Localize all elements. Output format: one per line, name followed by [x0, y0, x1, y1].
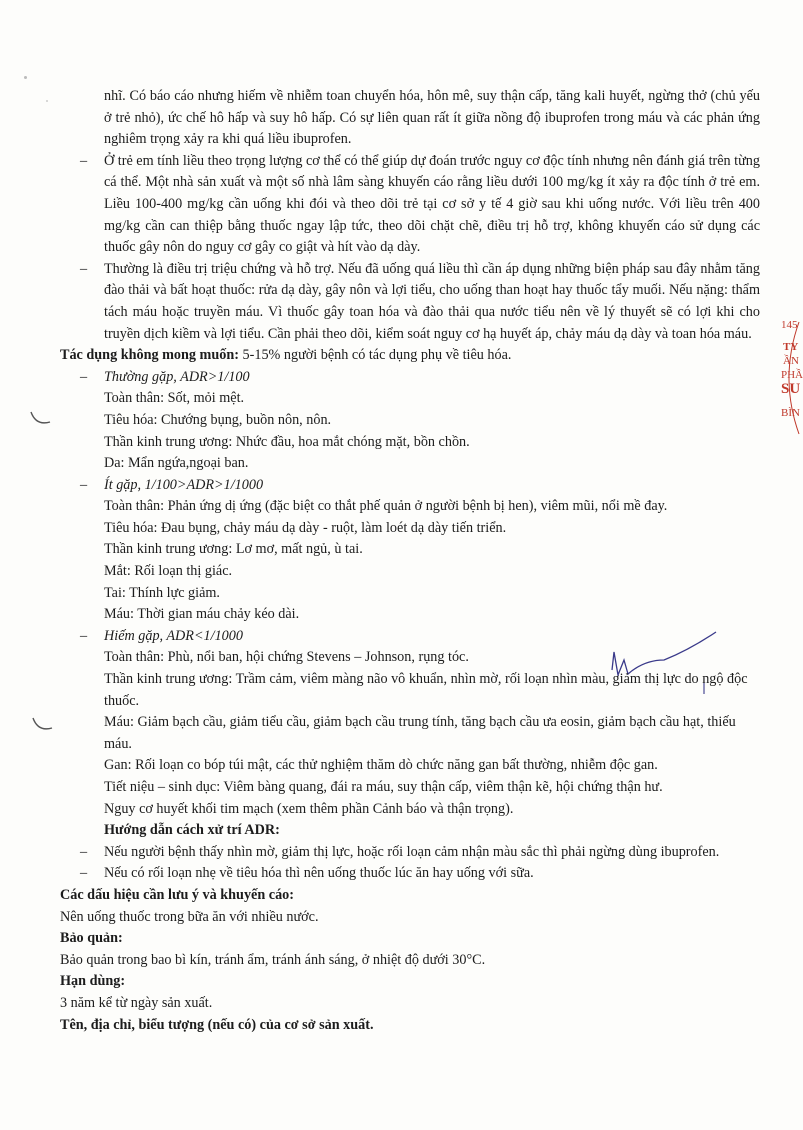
dash-marker: – — [80, 152, 88, 169]
stamp-text: 145 — [781, 319, 798, 331]
section-heading: Tác dụng không mong muốn: — [60, 347, 239, 364]
section-text: Nên uống thuốc trong bữa ăn với nhiều nước. — [60, 908, 319, 925]
stamp-text: SU — [781, 381, 801, 397]
adr-item: Mắt: Rối loạn thị giác. — [104, 563, 233, 580]
frequency-heading — [60, 626, 760, 648]
company-stamp — [773, 318, 803, 420]
frequency-title: Thường gặp, ADR>1/100 — [104, 368, 250, 385]
dash-marker: – — [80, 843, 88, 860]
section-text: Bảo quản trong bao bì kín, tránh ẩm, tránh ánh sáng, ở nhiệt độ dưới 30°C. — [60, 951, 486, 968]
scan-dot — [24, 76, 27, 79]
guide-heading: Hướng dẫn cách xử trí ADR: — [104, 822, 280, 839]
adr-item: Máu: Thời gian máu chảy kéo dài. — [104, 606, 300, 623]
bullet-text: Nếu có rối loạn nhẹ về tiêu hóa thì nên uống thuốc lúc ăn hay uống với sữa. — [104, 865, 534, 882]
frequency-heading — [60, 367, 760, 389]
frequency-title: Ít gặp, 1/100>ADR>1/1000 — [104, 476, 264, 493]
section-heading: Hạn dùng: — [60, 973, 126, 990]
stamp-text: TY — [783, 341, 799, 353]
list-item — [60, 259, 760, 345]
adr-item: Tiêu hóa: Chướng bụng, buồn nôn, nôn. — [104, 411, 332, 428]
stamp-arc — [773, 318, 803, 438]
adr-item: Gan: Rối loạn co bóp túi mật, các thử nghiệm thăm dò chức năng gan bất thường, nhiễm độc gan. — [104, 757, 658, 774]
list-item — [60, 151, 760, 259]
dash-marker: – — [80, 260, 88, 277]
frequency-heading — [60, 475, 760, 497]
dash-marker: – — [80, 865, 88, 882]
frequency-title: Hiếm gặp, ADR<1/1000 — [104, 627, 243, 644]
section-heading: Bảo quản: — [60, 930, 123, 947]
stamp-text: ẦN — [783, 355, 799, 367]
section-text: 3 năm kể từ ngày sản xuất. — [60, 994, 213, 1011]
dash-marker: – — [80, 627, 88, 644]
adr-item: Toàn thân: Sốt, mỏi mệt. — [104, 390, 245, 407]
dash-marker: – — [80, 368, 88, 385]
adr-item: Nguy cơ huyết khối tim mạch (xem thêm phần Cảnh báo và thận trọng). — [104, 800, 514, 817]
stamp-text: BÌN — [781, 407, 800, 419]
document-body — [60, 86, 760, 1036]
adr-item: Máu: Giảm bạch cầu, giảm tiểu cầu, giảm bạch cầu trung tính, tăng bạch cầu ưa eosin, giảm bạch cầu hạt, thiếu máu. — [104, 714, 736, 752]
bullet-text: Thường là điều trị triệu chứng và hỗ trợ. Nếu đã uống quá liều thì cần áp dụng những biện pháp sau đây nhằm tăng đào thải và bất hoạt thuốc: rửa dạ dày, gây nôn và lợi tiểu, cho uống than hoạt hay thuốc tẩy muối. Nếu nặng: thẩm tách máu hoặc truyền máu. Vì thuốc gây toan hóa và đào thải qua nước tiểu nên về lý thuyết sẽ có lợi khi cho truyền dịch kiềm và lợi tiểu. Cần phải theo dõi, kiểm soát nguy cơ hạ huyết áp, chảy máu dạ dày và toan hóa máu. — [104, 260, 760, 342]
adr-item: Thần kinh trung ương: Lơ mơ, mất ngủ, ù tai. — [104, 541, 363, 558]
scan-dot — [46, 100, 48, 102]
adr-item: Toàn thân: Phù, nổi ban, hội chứng Stevens – Johnson, rụng tóc. — [104, 649, 469, 666]
bullet-text: Nếu người bệnh thấy nhìn mờ, giảm thị lực, hoặc rối loạn cảm nhận màu sắc thì phải ngừng dùng ibuprofen. — [104, 843, 720, 860]
list-item — [60, 863, 760, 885]
adr-item: Thần kinh trung ương: Nhức đầu, hoa mắt chóng mặt, bồn chồn. — [104, 433, 470, 450]
adr-item: Tai: Thính lực giảm. — [104, 584, 220, 601]
dash-marker: – — [80, 476, 88, 493]
punch-hole-mark — [30, 714, 56, 736]
adr-item: Toàn thân: Phản ứng dị ứng (đặc biệt co thắt phế quản ở người bệnh bị hen), viêm mũi, nổi mề đay. — [104, 498, 668, 515]
bullet-text: Ở trẻ em tính liều theo trọng lượng cơ thể có thể giúp dự đoán trước nguy cơ độc tính nhưng nên đánh giá trên từng cá thể. Một nhà sản xuất và một số nhà lâm sàng khuyến cáo rằng liều dưới 100 mg/kg ít xảy ra độc tính ở trẻ em. Liều 100-400 mg/kg cần uống khi đói và theo dõi trẻ tại cơ sở y tế 4 giờ sau khi uống nước. Với liều trên 400 mg/kg cần can thiệp bằng thuốc ngay lập tức, theo dõi chặt chẽ, điều trị hỗ trợ, không khuyến cáo sử dụng các thuốc gây nôn do nguy cơ gây co giật và hít vào dạ dày. — [104, 152, 760, 256]
adr-section — [60, 345, 760, 367]
section-heading: Các dấu hiệu cần lưu ý và khuyến cáo: — [60, 886, 294, 903]
adr-item: Tiết niệu – sinh dục: Viêm bàng quang, đái ra máu, suy thận cấp, viêm thận kẽ, hội chứng thận hư. — [104, 779, 663, 795]
list-item — [60, 842, 760, 864]
section-heading: Tên, địa chỉ, biểu tượng (nếu có) của cơ sở sản xuất. — [60, 1016, 374, 1033]
stamp-text: PHẦ — [781, 369, 803, 381]
adr-item: Tiêu hóa: Đau bụng, chảy máu dạ dày - ruột, làm loét dạ dày tiến triển. — [104, 519, 507, 536]
punch-hole-mark — [28, 408, 54, 430]
overdose-paragraph: nhĩ. Có báo cáo nhưng hiếm về nhiễm toan chuyển hóa, hôn mê, suy thận cấp, tăng kali huyết, ngừng thở (chủ yếu ở trẻ nhỏ), ức chế hô hấp và suy hô hấp. Có sự liên quan rất ít giữa nồng độ ibuprofen trong máu và các phản ứng nghiêm trọng xảy ra khi quá liều ibuprofen. — [104, 88, 760, 148]
adr-item: Thần kinh trung ương: Trầm cảm, viêm màng não vô khuẩn, nhìn mờ, rối loạn nhìn màu, giảm thị lực do ngộ độc thuốc. — [104, 671, 748, 709]
adr-intro-text: 5-15% người bệnh có tác dụng phụ về tiêu hóa. — [238, 347, 512, 364]
adr-item: Da: Mẩn ngứa,ngoại ban. — [104, 455, 249, 472]
